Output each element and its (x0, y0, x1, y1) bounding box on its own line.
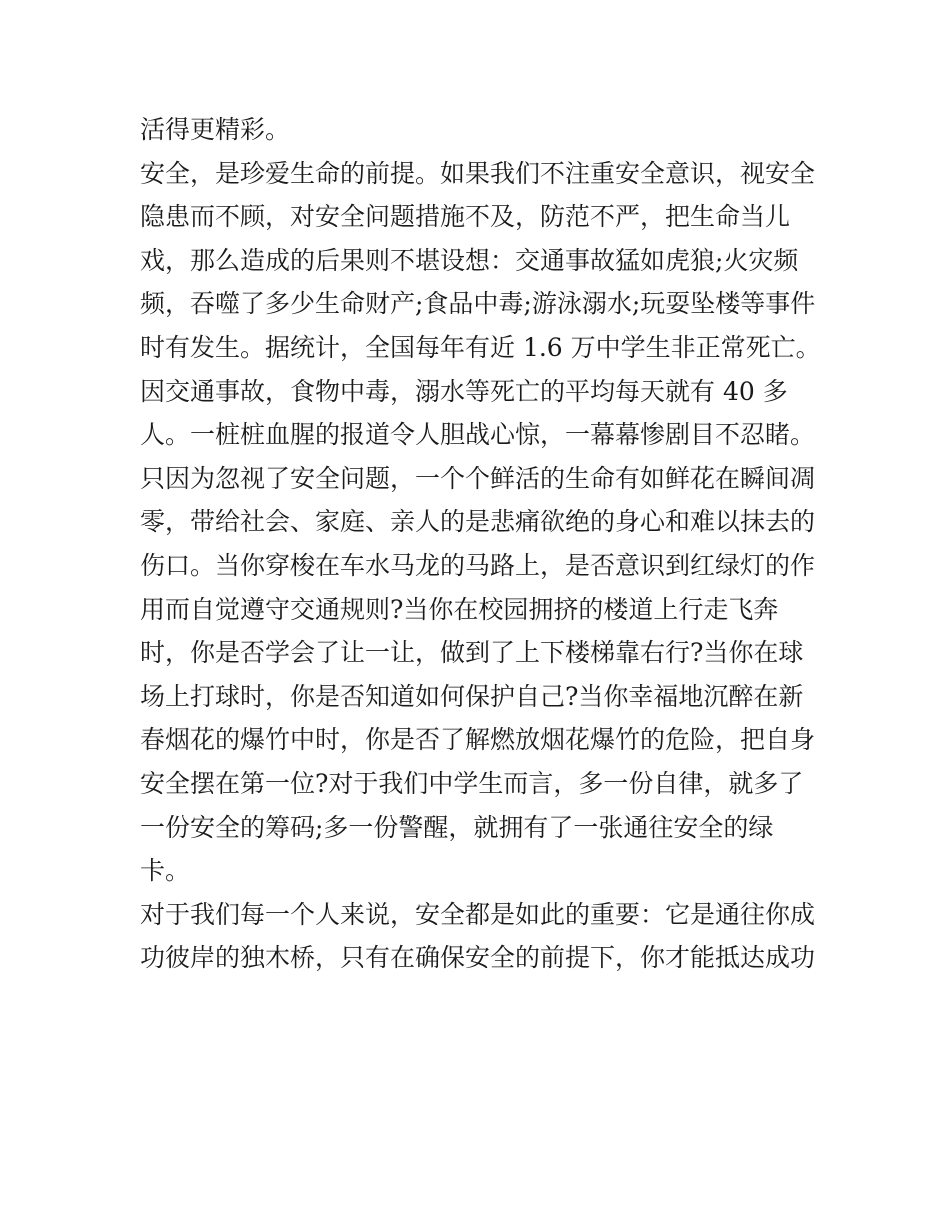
text-line: 只因为忽视了安全问题，一个个鲜活的生命有如鲜花在瞬间凋 (140, 463, 816, 493)
text-line: 一份安全的筹码;多一份警醒，就拥有了一张通往安全的绿 (140, 812, 774, 842)
document-body (140, 108, 830, 980)
text-line: 场上打球时，你是否知道如何保护自己?当你幸福地沉醉在新 (140, 681, 804, 711)
text-line: 活得更精彩。 (140, 115, 291, 144)
text-line: 对于我们每一个人来说，安全都是如此的重要：它是通往你成 (140, 899, 816, 929)
text-line: 卡。 (140, 856, 191, 886)
text-line: 因交通事故，食物中毒，溺水等死亡的平均每天就有 40 多 (140, 376, 788, 406)
text-line: 零，带给社会、家庭、亲人的是悲痛欲绝的身心和难以抹去的 (140, 507, 816, 537)
text-line: 安全摆在第一位?对于我们中学生而言，多一份自律，就多了 (140, 768, 804, 798)
text-line: 戏，那么造成的后果则不堪设想：交通事故猛如虎狼;火灾频 (140, 245, 799, 275)
text-line: 隐患而不顾，对安全问题措施不及，防范不严，把生命当儿 (140, 202, 791, 232)
text-line: 春烟花的爆竹中时，你是否了解燃放烟花爆竹的危险，把自身 (140, 725, 816, 755)
text-line: 时，你是否学会了让一让，做到了上下楼梯靠右行?当你在球 (140, 638, 804, 668)
text-line: 人。一桩桩血腥的报道令人胆战心惊，一幕幕惨剧目不忍睹。 (140, 420, 816, 450)
text-line: 功彼岸的独木桥，只有在确保安全的前提下，你才能抵达成功 (140, 943, 816, 973)
text-line: 用而自觉遵守交通规则?当你在校园拥挤的楼道上行走飞奔 (140, 594, 779, 624)
text-line: 安全，是珍爱生命的前提。如果我们不注重安全意识，视安全 (140, 158, 816, 188)
text-line: 时有发生。据统计，全国每年有近 1.6 万中学生非正常死亡。 (140, 332, 821, 362)
text-line: 频，吞噬了多少生命财产;食品中毒;游泳溺水;玩耍坠楼等事件 (140, 289, 816, 319)
text-line: 伤口。当你穿梭在车水马龙的马路上，是否意识到红绿灯的作 (140, 550, 816, 580)
